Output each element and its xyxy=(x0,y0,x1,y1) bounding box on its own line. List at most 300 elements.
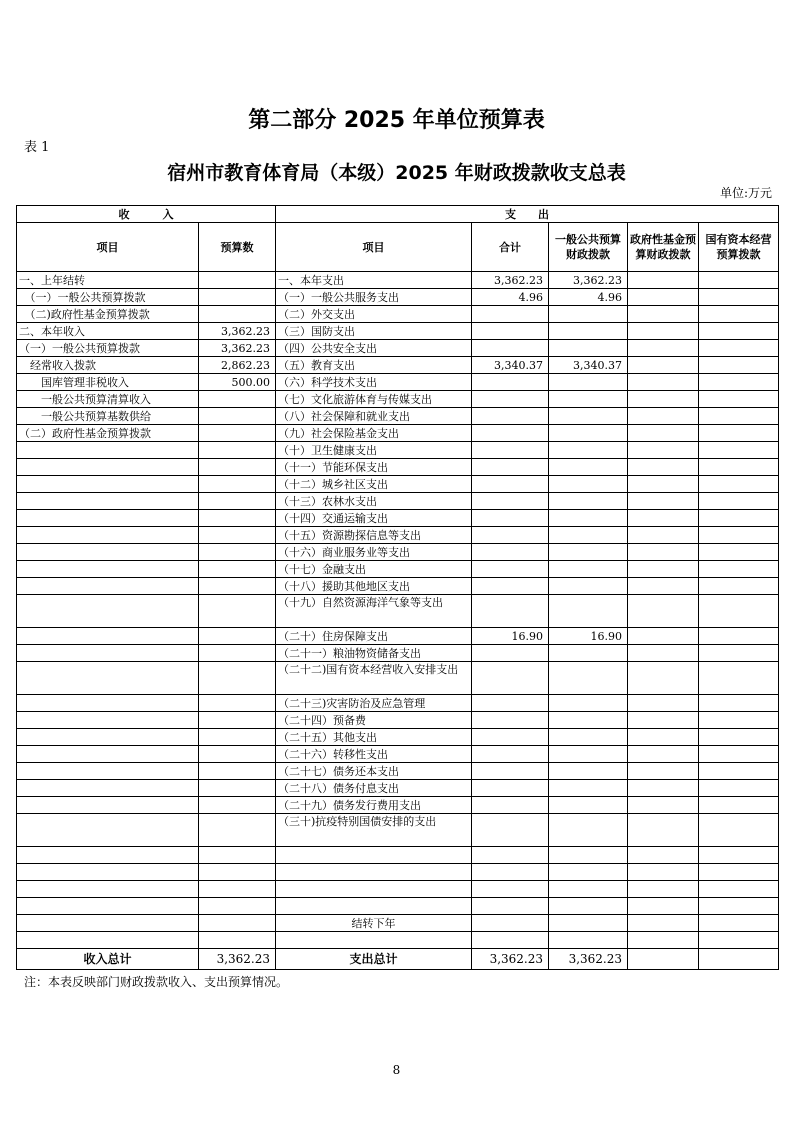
expense-general-cell xyxy=(549,645,628,662)
expense-item-cell: （四）公共安全支出 xyxy=(276,340,472,357)
expense-fund-cell xyxy=(628,881,699,898)
income-total-label: 收入总计 xyxy=(17,949,199,970)
income-item-cell: 经常收入拨款 xyxy=(17,357,199,374)
expense-total-cell xyxy=(472,561,549,578)
expense-total-cell xyxy=(472,374,549,391)
income-budget-cell xyxy=(199,645,276,662)
expense-item-cell: （十九）自然资源海洋气象等支出 xyxy=(276,595,472,628)
income-item-cell xyxy=(17,476,199,493)
expense-item-cell: （二十二)国有资本经营收入安排支出 xyxy=(276,662,472,695)
income-item-cell xyxy=(17,932,199,949)
income-item-cell xyxy=(17,847,199,864)
table-row xyxy=(17,797,779,814)
expense-fund-cell xyxy=(628,578,699,595)
income-budget-cell xyxy=(199,628,276,645)
expense-total-label: 支出总计 xyxy=(276,949,472,970)
expense-item-cell: （一）一般公共服务支出 xyxy=(276,289,472,306)
expense-total-cell xyxy=(472,797,549,814)
col-total: 合计 xyxy=(472,223,549,272)
col-income-budget: 预算数 xyxy=(199,223,276,272)
expense-fund-cell xyxy=(628,544,699,561)
expense-fund-cell xyxy=(628,763,699,780)
budget-table xyxy=(16,205,779,970)
expense-soe-cell xyxy=(699,662,779,695)
income-budget-cell xyxy=(199,459,276,476)
income-item-cell xyxy=(17,898,199,915)
expense-soe-cell xyxy=(699,357,779,374)
expense-fund-cell xyxy=(628,408,699,425)
income-item-cell xyxy=(17,510,199,527)
expense-fund-cell xyxy=(628,340,699,357)
table-row xyxy=(17,442,779,459)
table-row xyxy=(17,357,779,374)
expense-soe-cell xyxy=(699,527,779,544)
income-item-cell: 一般公共预算基数供给 xyxy=(17,408,199,425)
expense-fund-cell xyxy=(628,289,699,306)
expense-soe-cell xyxy=(699,763,779,780)
expense-total-cell xyxy=(472,595,549,628)
expense-item-cell xyxy=(276,864,472,881)
table-row xyxy=(17,746,779,763)
expense-item-cell: （二十五）其他支出 xyxy=(276,729,472,746)
expense-group-header: 支 出 xyxy=(276,206,779,223)
expense-item-cell xyxy=(276,881,472,898)
expense-fund-cell xyxy=(628,712,699,729)
expense-soe-cell xyxy=(699,712,779,729)
expense-total-cell xyxy=(472,695,549,712)
expense-fund-cell xyxy=(628,442,699,459)
expense-total-cell xyxy=(472,712,549,729)
expense-general-cell xyxy=(549,544,628,561)
expense-total-cell xyxy=(472,729,549,746)
expense-item-cell: 一、本年支出 xyxy=(276,272,472,289)
expense-soe-cell xyxy=(699,391,779,408)
expense-item-cell: （十四）交通运输支出 xyxy=(276,510,472,527)
expense-soe-cell xyxy=(699,289,779,306)
expense-item-cell xyxy=(276,847,472,864)
income-budget-cell: 2,862.23 xyxy=(199,357,276,374)
col-expense-item: 项目 xyxy=(276,223,472,272)
expense-item-cell: （二十四）预备费 xyxy=(276,712,472,729)
income-item-cell xyxy=(17,493,199,510)
expense-general-cell xyxy=(549,340,628,357)
expense-fund-cell xyxy=(628,662,699,695)
table-row xyxy=(17,814,779,847)
expense-total-cell xyxy=(472,578,549,595)
expense-fund-cell xyxy=(628,527,699,544)
expense-general-cell xyxy=(549,323,628,340)
income-budget-cell xyxy=(199,510,276,527)
expense-total-cell xyxy=(472,662,549,695)
expense-soe-cell xyxy=(699,814,779,847)
expense-item-cell: （三）国防支出 xyxy=(276,323,472,340)
expense-item-cell: （十七）金融支出 xyxy=(276,561,472,578)
expense-item-cell xyxy=(276,932,472,949)
expense-total-cell xyxy=(472,459,549,476)
table-title: 宿州市教育体育局（本级）2025 年财政拨款收支总表 xyxy=(167,162,626,184)
expense-item-cell: （十）卫生健康支出 xyxy=(276,442,472,459)
expense-general-cell xyxy=(549,391,628,408)
expense-general-cell xyxy=(549,408,628,425)
income-item-cell xyxy=(17,628,199,645)
expense-soe-cell xyxy=(699,561,779,578)
expense-general-cell xyxy=(549,864,628,881)
expense-fund-cell xyxy=(628,729,699,746)
income-budget-cell: 500.00 xyxy=(199,374,276,391)
expense-fund-cell xyxy=(628,374,699,391)
expense-general-cell xyxy=(549,527,628,544)
table-row xyxy=(17,578,779,595)
expense-total-cell: 3,362.23 xyxy=(472,272,549,289)
expense-soe-cell xyxy=(699,476,779,493)
income-budget-cell xyxy=(199,493,276,510)
table-number: 表 1 xyxy=(24,140,50,155)
income-budget-cell xyxy=(199,780,276,797)
table-row xyxy=(17,272,779,289)
expense-general-cell xyxy=(549,712,628,729)
expense-fund-cell xyxy=(628,306,699,323)
table-row xyxy=(17,628,779,645)
income-budget-cell xyxy=(199,561,276,578)
expense-item-cell: （八）社会保障和就业支出 xyxy=(276,408,472,425)
page-number: 8 xyxy=(392,1063,401,1077)
income-item-cell xyxy=(17,915,199,932)
income-item-cell: 国库管理非税收入 xyxy=(17,374,199,391)
expense-total-sum: 3,362.23 xyxy=(472,949,549,970)
expense-item-cell: （七）文化旅游体育与传媒支出 xyxy=(276,391,472,408)
expense-item-cell: （二十）住房保障支出 xyxy=(276,628,472,645)
expense-fund-cell xyxy=(628,797,699,814)
expense-soe-cell xyxy=(699,645,779,662)
income-budget-cell: 3,362.23 xyxy=(199,340,276,357)
expense-total-cell xyxy=(472,780,549,797)
income-budget-cell xyxy=(199,306,276,323)
expense-general-cell xyxy=(549,442,628,459)
income-item-cell xyxy=(17,645,199,662)
expense-soe-cell xyxy=(699,272,779,289)
expense-item-cell: （九）社会保险基金支出 xyxy=(276,425,472,442)
expense-soe-cell xyxy=(699,442,779,459)
table-row xyxy=(17,932,779,949)
expense-soe-cell xyxy=(699,780,779,797)
income-total-value: 3,362.23 xyxy=(199,949,276,970)
income-budget-cell xyxy=(199,442,276,459)
income-item-cell xyxy=(17,459,199,476)
income-budget-cell xyxy=(199,864,276,881)
expense-total-cell xyxy=(472,847,549,864)
expense-total-cell xyxy=(472,527,549,544)
table-row xyxy=(17,864,779,881)
expense-item-cell: （二十七）债务还本支出 xyxy=(276,763,472,780)
expense-general-cell: 16.90 xyxy=(549,628,628,645)
expense-item-cell: （二十九）债务发行费用支出 xyxy=(276,797,472,814)
expense-total-cell xyxy=(472,932,549,949)
expense-fund-cell xyxy=(628,391,699,408)
table-row xyxy=(17,695,779,712)
expense-soe-cell xyxy=(699,729,779,746)
expense-total-cell xyxy=(472,391,549,408)
expense-total-cell xyxy=(472,881,549,898)
table-total-row xyxy=(17,949,779,970)
expense-item-cell: （六）科学技术支出 xyxy=(276,374,472,391)
table-row xyxy=(17,493,779,510)
col-general-budget: 一般公共预算财政拨款 xyxy=(549,223,628,272)
expense-fund-cell xyxy=(628,425,699,442)
expense-fund-cell xyxy=(628,476,699,493)
income-budget-cell xyxy=(199,763,276,780)
income-item-cell xyxy=(17,780,199,797)
expense-fund-cell xyxy=(628,510,699,527)
expense-general-cell xyxy=(549,306,628,323)
table-row xyxy=(17,510,779,527)
income-budget-cell xyxy=(199,932,276,949)
table-row xyxy=(17,662,779,695)
table-row xyxy=(17,561,779,578)
expense-item-cell: （十五）资源勘探信息等支出 xyxy=(276,527,472,544)
table-row xyxy=(17,898,779,915)
income-item-cell xyxy=(17,595,199,628)
table-row xyxy=(17,595,779,628)
expense-fund-cell xyxy=(628,323,699,340)
table-row xyxy=(17,340,779,357)
table-row xyxy=(17,374,779,391)
income-budget-cell xyxy=(199,797,276,814)
expense-soe-cell xyxy=(699,459,779,476)
expense-soe-cell xyxy=(699,695,779,712)
income-item-cell xyxy=(17,561,199,578)
income-item-cell xyxy=(17,797,199,814)
expense-general-cell xyxy=(549,746,628,763)
income-item-cell xyxy=(17,729,199,746)
expense-fund-cell xyxy=(628,746,699,763)
expense-soe-cell xyxy=(699,408,779,425)
expense-general-cell xyxy=(549,814,628,847)
income-budget-cell xyxy=(199,881,276,898)
income-item-cell xyxy=(17,881,199,898)
income-budget-cell: 3,362.23 xyxy=(199,323,276,340)
expense-soe-cell xyxy=(699,306,779,323)
income-budget-cell xyxy=(199,746,276,763)
expense-fund-cell xyxy=(628,561,699,578)
income-item-cell xyxy=(17,746,199,763)
expense-soe-cell xyxy=(699,578,779,595)
income-item-cell xyxy=(17,814,199,847)
expense-total-general: 3,362.23 xyxy=(549,949,628,970)
income-item-cell: 一、上年结转 xyxy=(17,272,199,289)
expense-general-cell: 3,362.23 xyxy=(549,272,628,289)
income-budget-cell xyxy=(199,476,276,493)
income-budget-cell xyxy=(199,578,276,595)
expense-general-cell xyxy=(549,847,628,864)
expense-soe-cell xyxy=(699,510,779,527)
income-item-cell xyxy=(17,578,199,595)
expense-fund-cell xyxy=(628,628,699,645)
expense-general-cell: 3,340.37 xyxy=(549,357,628,374)
expense-total-cell xyxy=(472,864,549,881)
expense-total-soe xyxy=(699,949,779,970)
expense-fund-cell xyxy=(628,595,699,628)
table-row xyxy=(17,712,779,729)
income-budget-cell xyxy=(199,527,276,544)
income-item-cell: （二)政府性基金预算拨款 xyxy=(17,306,199,323)
expense-soe-cell xyxy=(699,493,779,510)
expense-general-cell xyxy=(549,780,628,797)
expense-general-cell xyxy=(549,476,628,493)
expense-soe-cell xyxy=(699,864,779,881)
expense-fund-cell xyxy=(628,932,699,949)
table-row xyxy=(17,645,779,662)
income-budget-cell xyxy=(199,662,276,695)
income-item-cell: 二、本年收入 xyxy=(17,323,199,340)
income-item-cell xyxy=(17,695,199,712)
expense-general-cell xyxy=(549,932,628,949)
col-soe-budget: 国有资本经营预算拨款 xyxy=(699,223,779,272)
expense-total-cell xyxy=(472,544,549,561)
expense-total-cell xyxy=(472,763,549,780)
col-fund-budget: 政府性基金预算财政拨款 xyxy=(628,223,699,272)
table-row xyxy=(17,763,779,780)
income-budget-cell xyxy=(199,272,276,289)
expense-soe-cell xyxy=(699,628,779,645)
expense-fund-cell xyxy=(628,695,699,712)
expense-general-cell xyxy=(549,763,628,780)
expense-general-cell xyxy=(549,425,628,442)
expense-fund-cell xyxy=(628,864,699,881)
expense-soe-cell xyxy=(699,746,779,763)
expense-soe-cell xyxy=(699,425,779,442)
expense-soe-cell xyxy=(699,374,779,391)
expense-item-cell: （十三）农林水支出 xyxy=(276,493,472,510)
expense-soe-cell xyxy=(699,932,779,949)
table-row xyxy=(17,847,779,864)
income-item-cell: （一）一般公共预算拨款 xyxy=(17,289,199,306)
expense-total-cell xyxy=(472,408,549,425)
expense-general-cell xyxy=(549,374,628,391)
expense-general-cell xyxy=(549,561,628,578)
table-row xyxy=(17,391,779,408)
table-row xyxy=(17,527,779,544)
table-row xyxy=(17,306,779,323)
income-item-cell: 一般公共预算清算收入 xyxy=(17,391,199,408)
income-budget-cell xyxy=(199,729,276,746)
expense-soe-cell xyxy=(699,881,779,898)
expense-general-cell xyxy=(549,595,628,628)
expense-general-cell xyxy=(549,510,628,527)
expense-fund-cell xyxy=(628,357,699,374)
expense-item-cell: （十一）节能环保支出 xyxy=(276,459,472,476)
table-row xyxy=(17,729,779,746)
expense-total-cell: 16.90 xyxy=(472,628,549,645)
expense-fund-cell xyxy=(628,493,699,510)
expense-soe-cell xyxy=(699,847,779,864)
table-group-header xyxy=(17,206,779,223)
expense-total-cell xyxy=(472,493,549,510)
expense-fund-cell xyxy=(628,272,699,289)
table-row xyxy=(17,881,779,898)
expense-total-cell: 3,340.37 xyxy=(472,357,549,374)
expense-total-cell xyxy=(472,442,549,459)
income-item-cell xyxy=(17,442,199,459)
expense-item-cell xyxy=(276,898,472,915)
expense-total-cell xyxy=(472,898,549,915)
income-budget-cell xyxy=(199,391,276,408)
income-budget-cell xyxy=(199,408,276,425)
expense-fund-cell xyxy=(628,847,699,864)
income-budget-cell xyxy=(199,595,276,628)
income-budget-cell xyxy=(199,898,276,915)
expense-total-fund xyxy=(628,949,699,970)
income-budget-cell xyxy=(199,544,276,561)
expense-item-cell: （二十八）债务付息支出 xyxy=(276,780,472,797)
expense-general-cell xyxy=(549,459,628,476)
expense-total-cell xyxy=(472,306,549,323)
expense-total-cell xyxy=(472,915,549,932)
expense-item-cell: （十八）援助其他地区支出 xyxy=(276,578,472,595)
table-row xyxy=(17,544,779,561)
expense-item-cell: （十六）商业服务业等支出 xyxy=(276,544,472,561)
income-budget-cell xyxy=(199,425,276,442)
expense-item-cell: （二十一）粮油物资储备支出 xyxy=(276,645,472,662)
expense-soe-cell xyxy=(699,323,779,340)
income-group-header: 收 入 xyxy=(17,206,276,223)
income-item-cell xyxy=(17,544,199,561)
table-row xyxy=(17,408,779,425)
table-row xyxy=(17,476,779,493)
expense-general-cell xyxy=(549,729,628,746)
expense-total-cell xyxy=(472,476,549,493)
expense-general-cell xyxy=(549,898,628,915)
expense-total-cell xyxy=(472,814,549,847)
expense-general-cell xyxy=(549,881,628,898)
expense-total-cell xyxy=(472,510,549,527)
expense-general-cell xyxy=(549,578,628,595)
expense-fund-cell xyxy=(628,898,699,915)
expense-general-cell xyxy=(549,695,628,712)
expense-total-cell xyxy=(472,425,549,442)
expense-item-cell: （五）教育支出 xyxy=(276,357,472,374)
expense-soe-cell xyxy=(699,898,779,915)
unit-label: 单位:万元 xyxy=(719,186,772,200)
income-budget-cell xyxy=(199,289,276,306)
expense-item-cell: （二十六）转移性支出 xyxy=(276,746,472,763)
income-item-cell xyxy=(17,527,199,544)
income-item-cell xyxy=(17,662,199,695)
income-budget-cell xyxy=(199,695,276,712)
expense-soe-cell xyxy=(699,544,779,561)
expense-general-cell xyxy=(549,662,628,695)
table-row xyxy=(17,425,779,442)
expense-soe-cell xyxy=(699,595,779,628)
col-income-item: 项目 xyxy=(17,223,199,272)
table-row xyxy=(17,780,779,797)
expense-soe-cell xyxy=(699,340,779,357)
income-item-cell xyxy=(17,864,199,881)
expense-total-cell xyxy=(472,323,549,340)
expense-total-cell xyxy=(472,746,549,763)
expense-soe-cell xyxy=(699,915,779,932)
expense-fund-cell xyxy=(628,814,699,847)
expense-item-cell: （二十三)灾害防治及应急管理 xyxy=(276,695,472,712)
table-note: 注：本表反映部门财政拨款收入、支出预算情况。 xyxy=(24,975,289,989)
income-item-cell xyxy=(17,712,199,729)
expense-item-cell: （十二）城乡社区支出 xyxy=(276,476,472,493)
expense-fund-cell xyxy=(628,645,699,662)
expense-fund-cell xyxy=(628,459,699,476)
table-row xyxy=(17,915,779,932)
page-title: 第二部分 2025 年单位预算表 xyxy=(248,108,545,133)
expense-general-cell xyxy=(549,797,628,814)
table-column-header xyxy=(17,223,779,272)
